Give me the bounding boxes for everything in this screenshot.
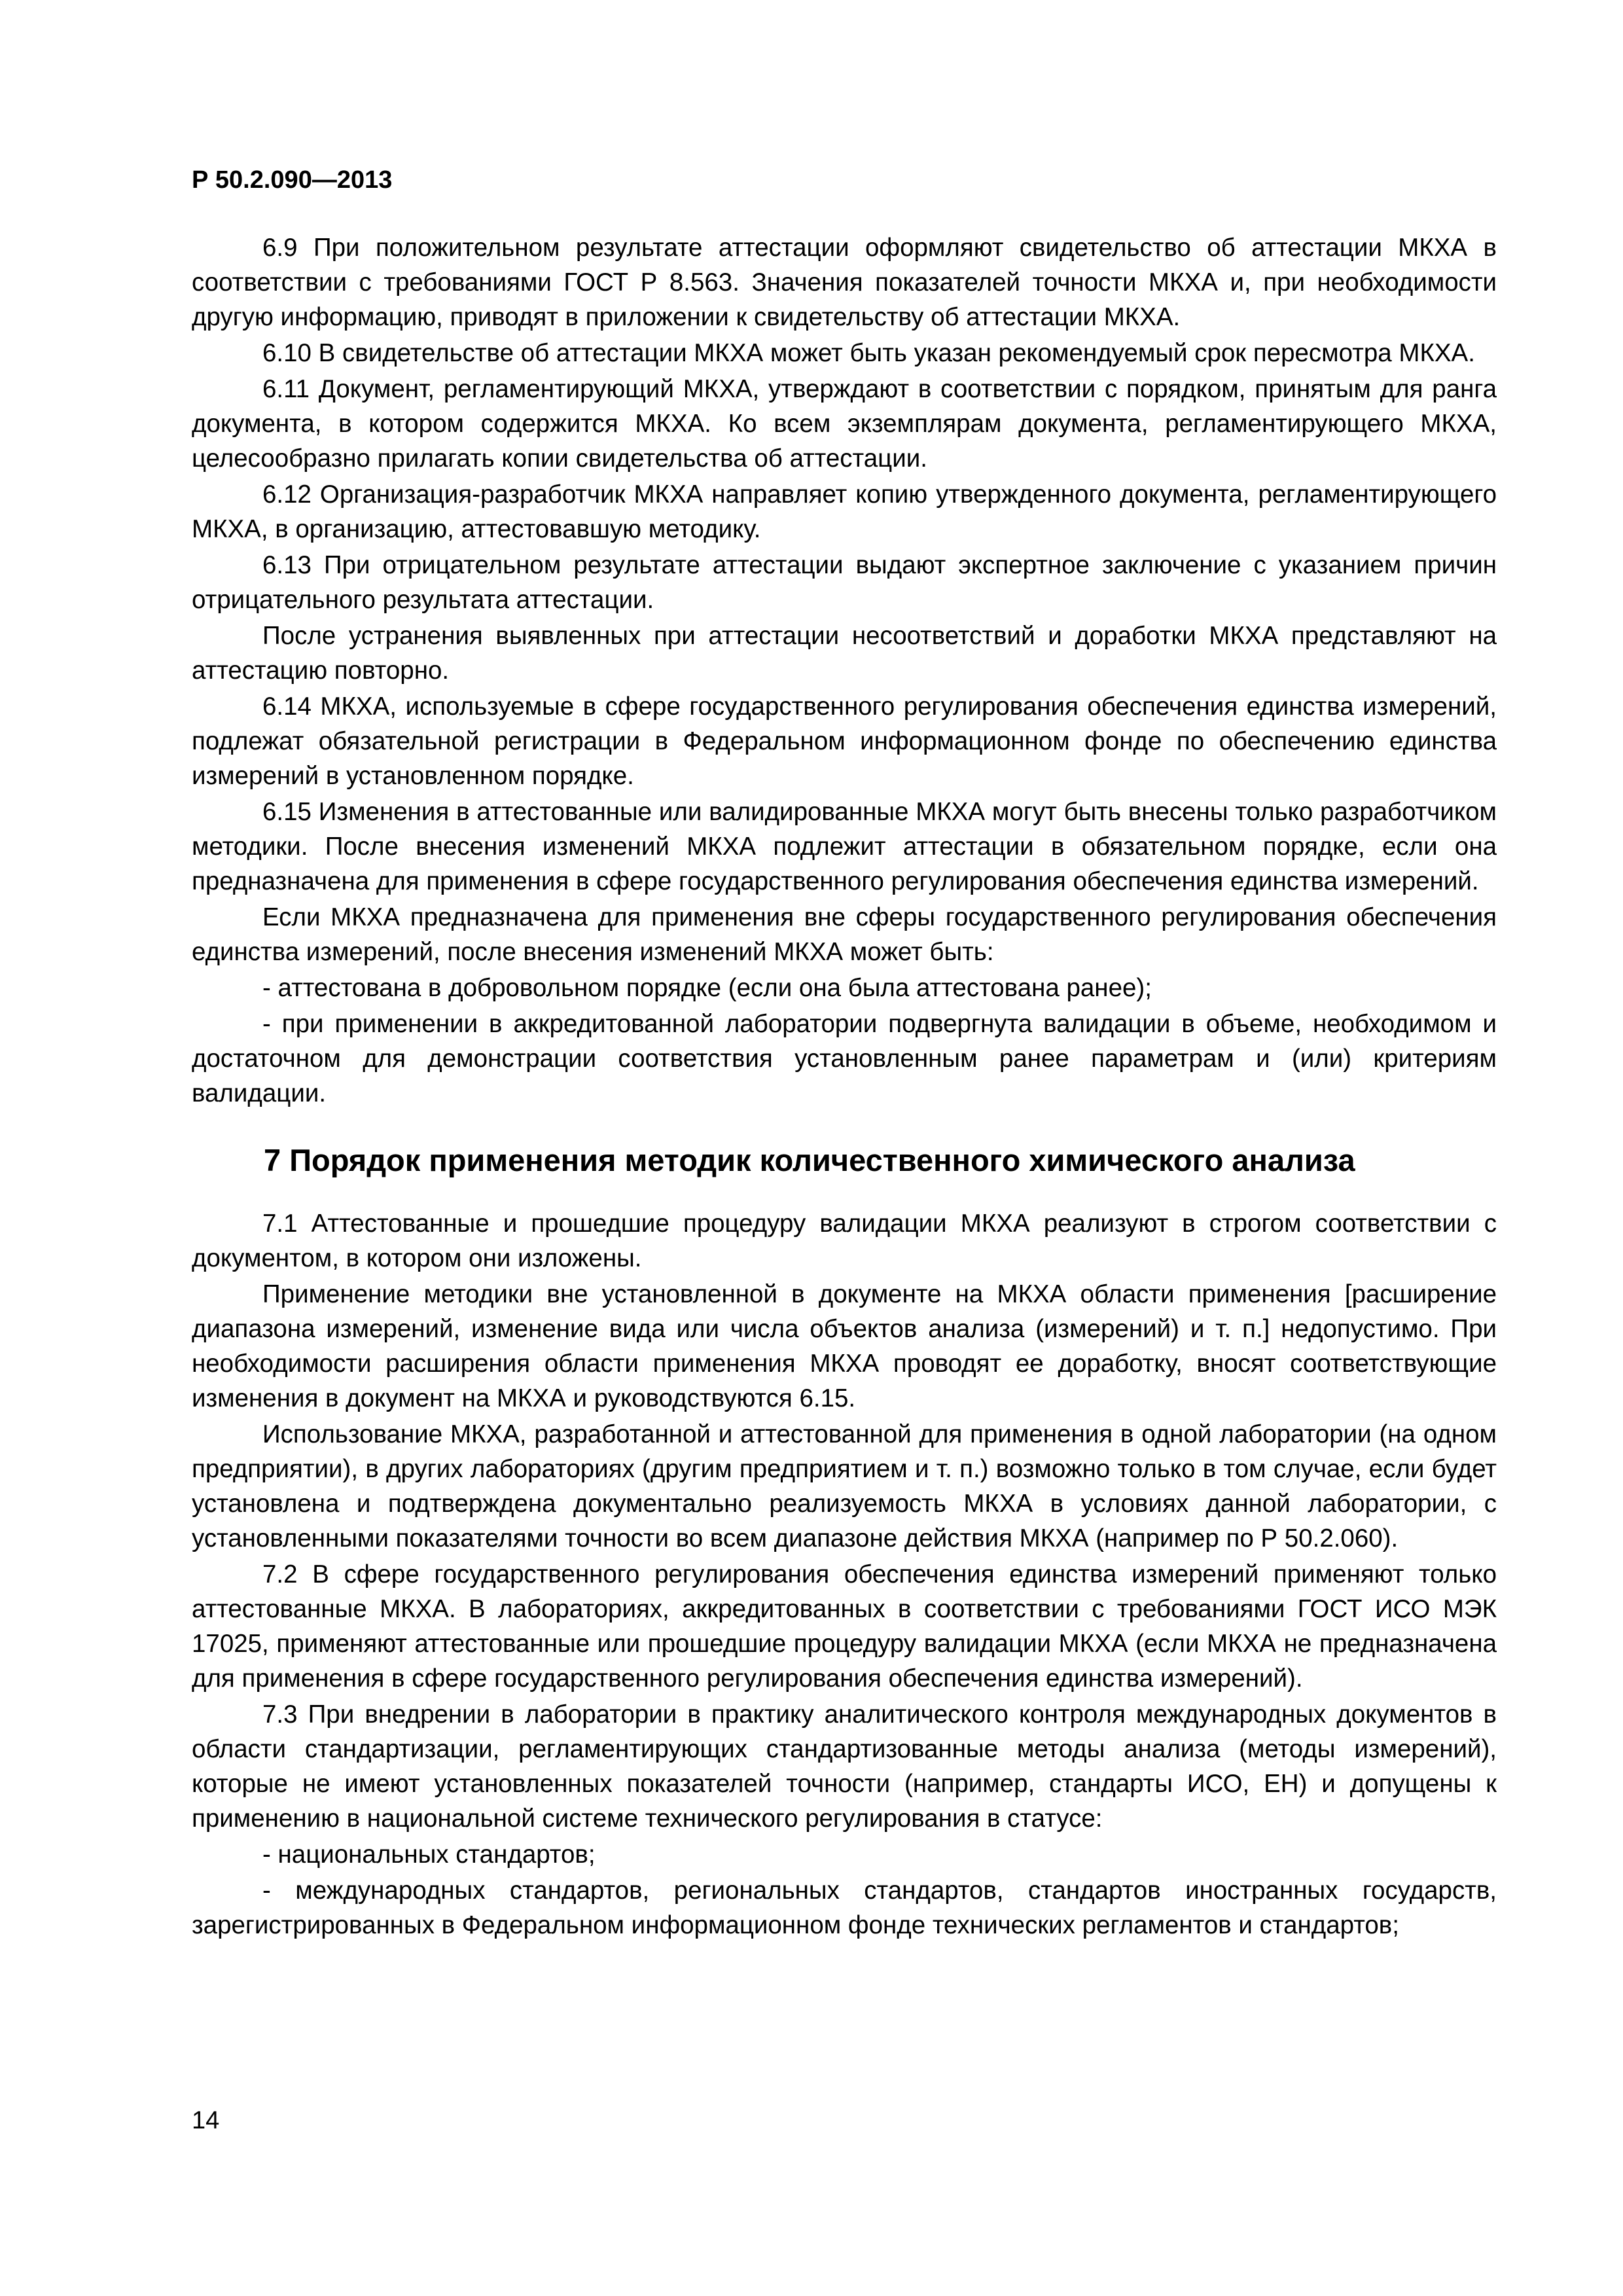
paragraph-6-13-continued: После устранения выявленных при аттестации несоответствий и доработки МКХА представляют на аттестацию повторно.	[192, 622, 1497, 685]
paragraph-6-14: 6.14 МКХА, используемые в сфере государственного регулирования обеспечения единства измерений, подлежат обязательной регистрации в Федеральном информационном фонде по обеспечению единства измерений в установленном порядке.	[192, 692, 1497, 790]
document-code: Р 50.2.090—2013	[192, 166, 393, 194]
paragraph-6-10: 6.10 В свидетельстве об аттестации МКХА может быть указан рекомендуемый срок пересмотра МКХА.	[262, 339, 1475, 367]
list-item: - при применении в аккредитованной лаборатории подвергнута валидации в объеме, необходимом и достаточном для демонстрации соответствия установленным ранее параметрам и (или) критериям валидации.	[192, 1010, 1497, 1107]
paragraph-7-1-continued: Применение методики вне установленной в документе на МКХА области применения [расширение диапазона измерений, изменение вида или числа объектов анализа (измерений) и т. п.] недопустимо. При необходимости расширения области применения МКХА проводят ее доработку, вносят соответствующие изменения в документ на МКХА и руководствуются 6.15.	[192, 1280, 1497, 1412]
paragraph-6-13: 6.13 При отрицательном результате аттестации выдают экспертное заключение с указанием причин отрицательного результата аттестации.	[192, 551, 1497, 614]
paragraph-7-2: 7.2 В сфере государственного регулирования обеспечения единства измерений применяют только аттестованные МКХА. В лабораториях, аккредитованных в соответствии с требованиями ГОСТ ИСО МЭК 17025, применяют аттестованные или прошедшие процедуру валидации МКХА (если МКХА не предназначена для применения в сфере государственного регулирования обеспечения единства измерений).	[192, 1560, 1497, 1693]
paragraph-6-15: 6.15 Изменения в аттестованные или валидированные МКХА могут быть внесены только разработчиком методики. После внесения изменений МКХА подлежит аттестации в обязательном порядке, если она предназначена для применения в сфере государственного регулирования обеспечения единства измерений.	[192, 798, 1497, 895]
paragraph-7-1: 7.1 Аттестованные и прошедшие процедуру валидации МКХА реализуют в строгом соответствии с документом, в котором они изложены.	[192, 1210, 1497, 1272]
paragraph-6-11: 6.11 Документ, регламентирующий МКХА, утверждают в соответствии с порядком, принятым для ранга документа, в котором содержится МКХА. Ко всем экземплярам документа, регламентирующего МКХА, целесообразно прилагать копии свидетельства об аттестации.	[192, 375, 1497, 473]
list-item: - национальных стандартов;	[262, 1840, 596, 1869]
paragraph-6-15-continued: Если МКХА предназначена для применения вне сферы государственного регулирования обеспечения единства измерений, после внесения изменений МКХА может быть:	[192, 903, 1497, 966]
document-body	[192, 230, 1497, 1944]
paragraph-6-12: 6.12 Организация-разработчик МКХА направляет копию утвержденного документа, регламентирующего МКХА, в организацию, аттестовавшую методику.	[192, 480, 1497, 543]
page-number: 14	[192, 2107, 220, 2134]
list-item: - аттестована в добровольном порядке (если она была аттестована ранее);	[262, 974, 1152, 1002]
paragraph-7-1-continued: Использование МКХА, разработанной и аттестованной для применения в одной лаборатории (на одном предприятии), в других лабораториях (другим предприятием и т. п.) возможно только в том случае, если будет установлена и подтверждена документально реализуемость МКХА в условиях данной лаборатории, с установленными показателями точности во всем диапазоне действия МКХА (например по Р 50.2.060).	[192, 1420, 1497, 1552]
section-heading-7: 7 Порядок применения методик количественного химического анализа	[264, 1143, 1355, 1177]
paragraph-7-3: 7.3 При внедрении в лаборатории в практику аналитического контроля международных документов в области стандартизации, регламентирующих стандартизованные методы анализа (методы измерений), которые не имеют установленных показателей точности (например, стандарты ИСО, ЕН) и допущены к применению в национальной системе технического регулирования в статусе:	[192, 1700, 1497, 1833]
list-item: - международных стандартов, региональных стандартов, стандартов иностранных государств, зарегистрированных в Федеральном информационном фонде технических регламентов и стандартов;	[192, 1876, 1497, 1939]
paragraph-6-9: 6.9 При положительном результате аттестации оформляют свидетельство об аттестации МКХА в соответствии с требованиями ГОСТ Р 8.563. Значения показателей точности МКХА и, при необходимости другую информацию, приводят в приложении к свидетельству об аттестации МКХА.	[192, 234, 1497, 331]
